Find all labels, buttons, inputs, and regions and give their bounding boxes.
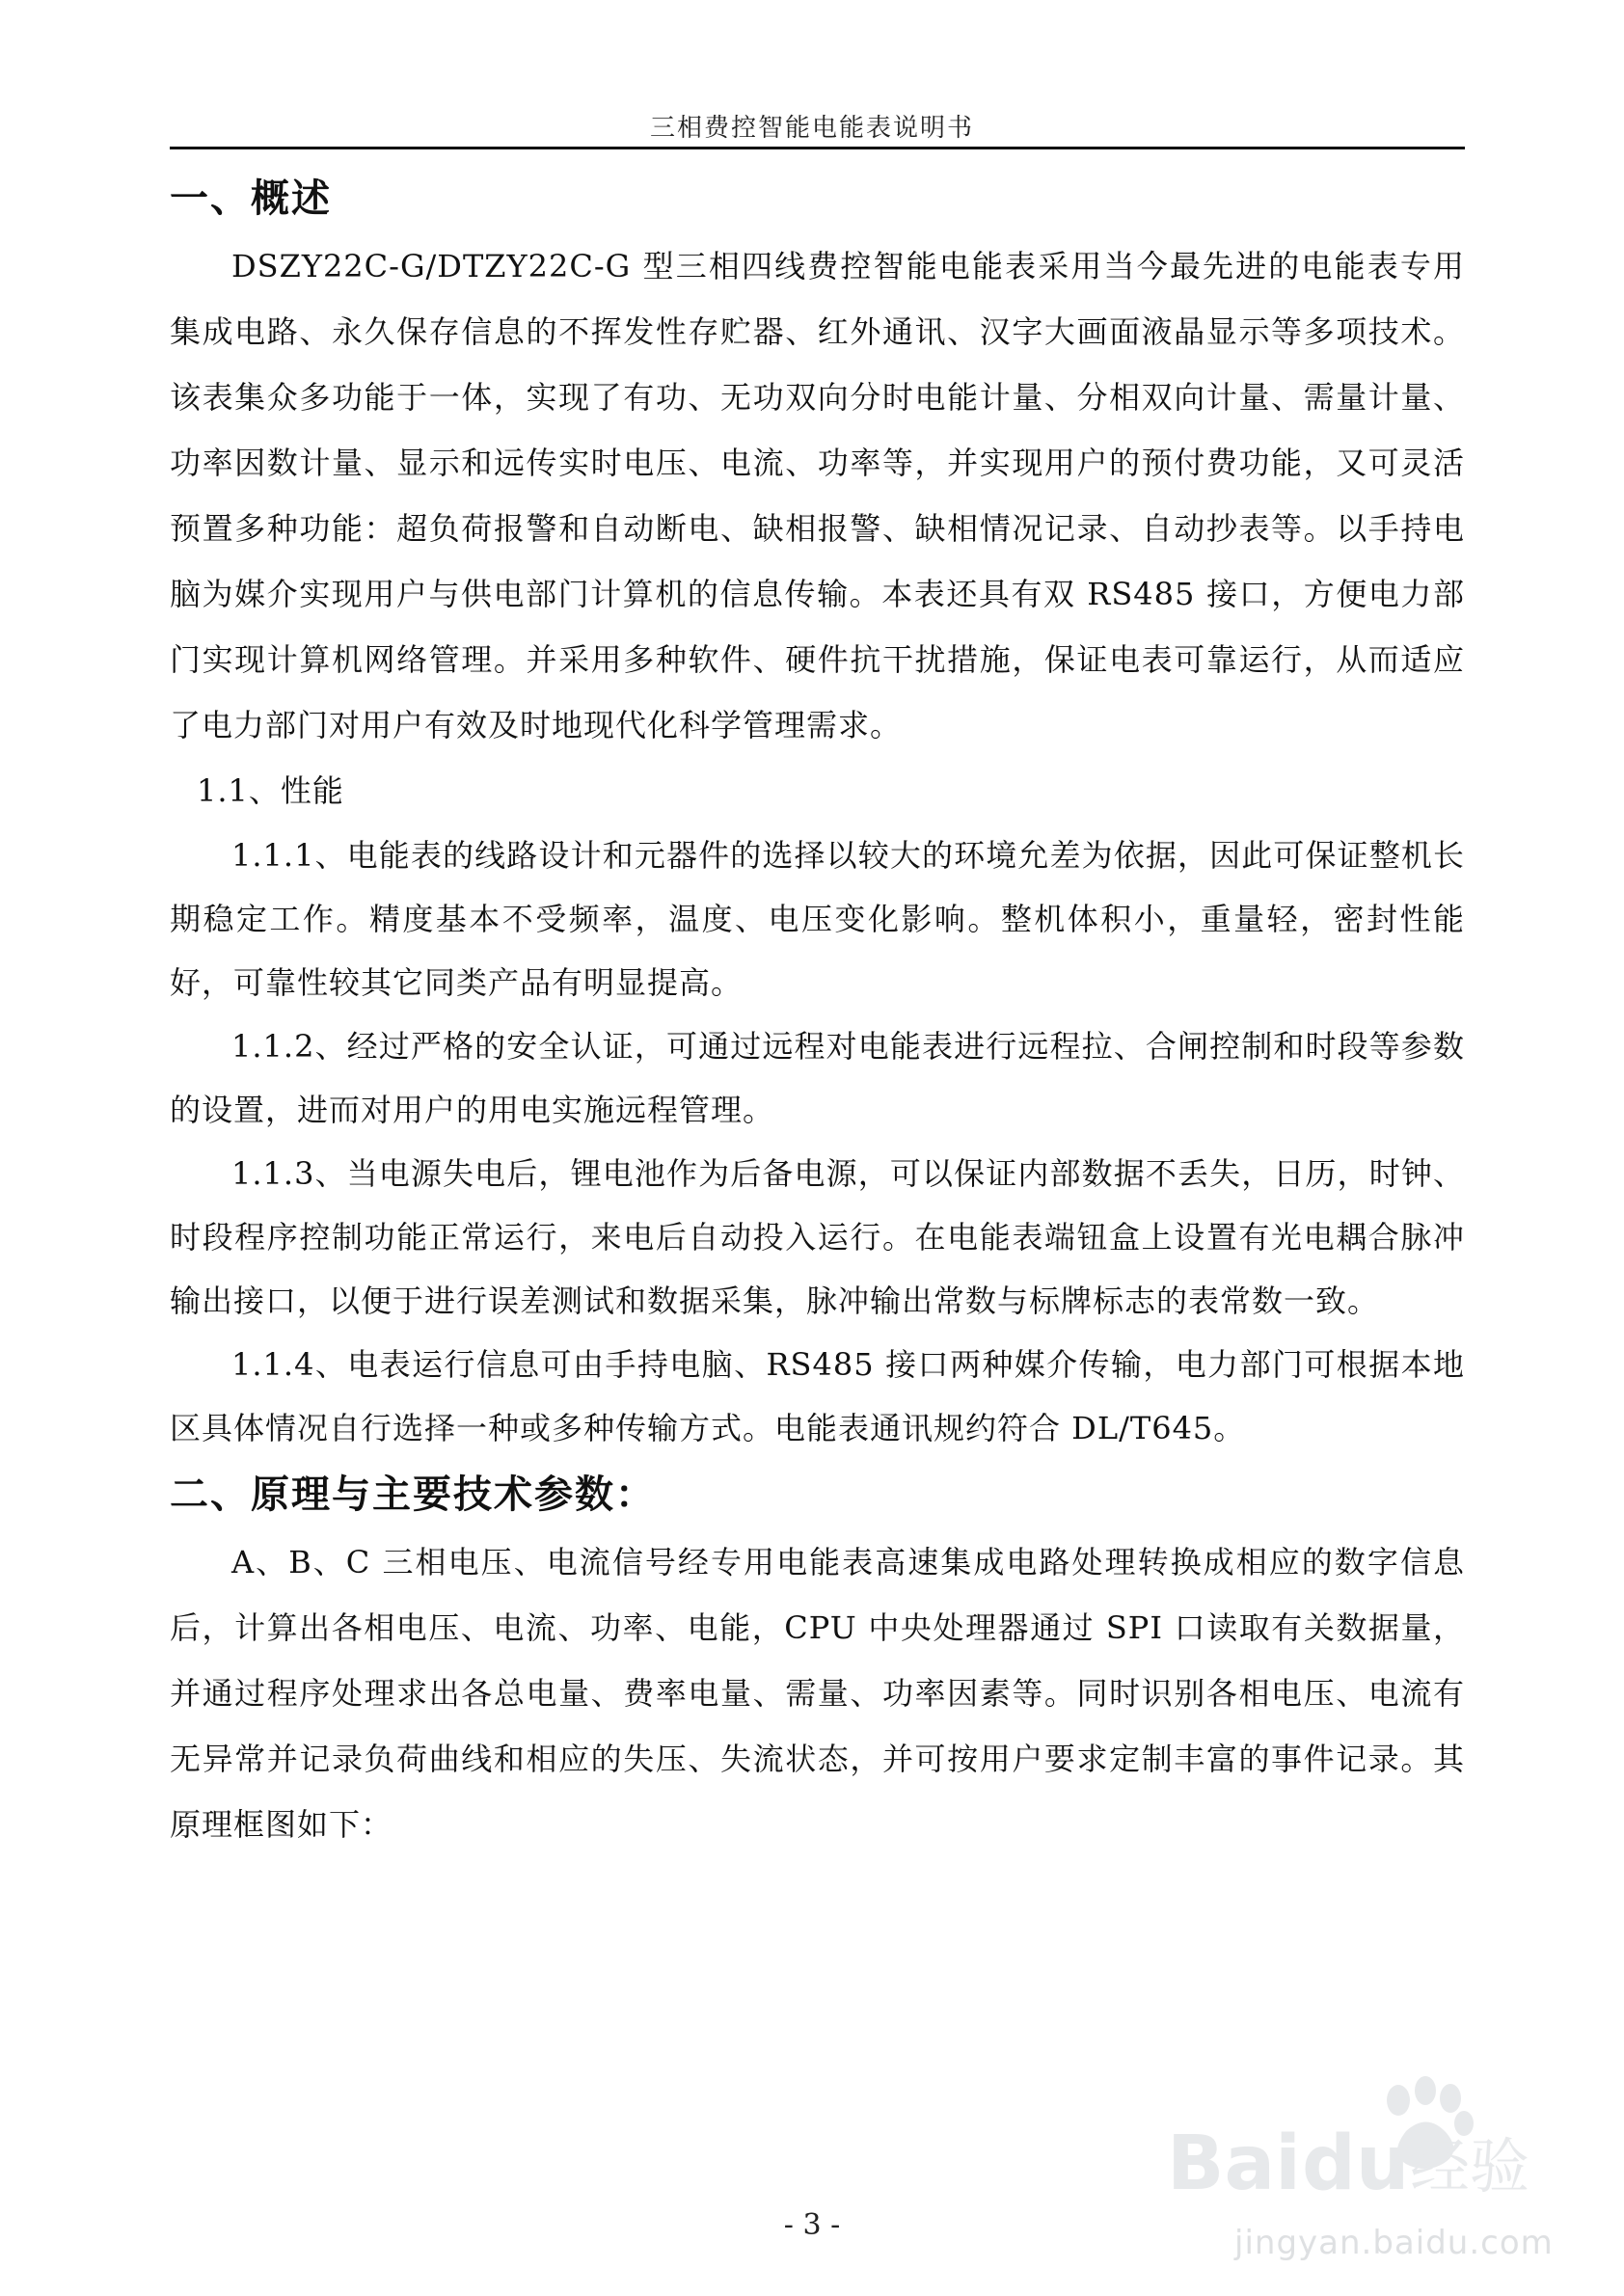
performance-item-3: 1.1.3、当电源失电后，锂电池作为后备电源，可以保证内部数据不丢失，日历，时钟、时段程序控制功能正常运行，来电后自动投入运行。在电能表端钮盒上设置有光电耦合脉冲输出接口，以便于进行误差测试和数据采集，脉冲输出常数与标牌标志的表常数一致。 <box>170 1155 1465 1319</box>
page-content <box>170 164 1465 1857</box>
section1-heading: 一、概述 <box>170 176 332 221</box>
svg-text:Bai: Bai <box>1167 2120 1301 2207</box>
subsection-heading-performance: 1.1、性能 <box>197 772 344 809</box>
performance-item-4: 1.1.4、电表运行信息可由手持电脑、RS485 接口两种媒介传输，电力部门可根据本地区具体情况自行选择一种或多种传输方式。电能表通讯规约符合 DL/T645。 <box>170 1346 1465 1446</box>
svg-text:经验: 经验 <box>1410 2131 1530 2201</box>
watermark-url: jingyan.baidu.com <box>1234 2224 1554 2262</box>
baidu-paw-logo-icon <box>1157 2073 1562 2218</box>
running-header-title: 三相费控智能电能表说明书 <box>649 114 974 143</box>
page-number: - 3 - <box>783 2208 841 2242</box>
svg-text:du: du <box>1302 2120 1410 2207</box>
section2-heading: 二、原理与主要技术参数： <box>170 1472 656 1517</box>
performance-item-1: 1.1.1、电能表的线路设计和元器件的选择以较大的环境允差为依据，因此可保证整机长期稳定工作。精度基本不受频率，温度、电压变化影响。整机体积小，重量轻，密封性能好，可靠性较其它同类产品有明显提高。 <box>170 837 1465 1001</box>
section2-body: A、B、C 三相电压、电流信号经专用电能表高速集成电路处理转换成相应的数字信息后，计算出各相电压、电流、功率、电能，CPU 中央处理器通过 SPI 口读取有关数据量，并通过程序处理求出各总电量、费率电量、需量、功率因素等。同时识别各相电压、电流有无异常并记录负荷曲线和相应的失压、失流状态，并可按用户要求定制丰富的事件记录。其原理框图如下： <box>170 1544 1465 1843</box>
baidu-jingyan-watermark <box>1157 2073 1562 2285</box>
section1-intro: DSZY22C-G/DTZY22C-G 型三相四线费控智能电能表采用当今最先进的电能表专用集成电路、永久保存信息的不挥发性存贮器、红外通讯、汉字大画面液晶显示等多项技术。该表集众多功能于一体，实现了有功、无功双向分时电能计量、分相双向计量、需量计量、功率因数计量、显示和远传实时电压、电流、功率等，并实现用户的预付费功能，又可灵活预置多种功能：超负荷报警和自动断电、缺相报警、缺相情况记录、自动抄表等。以手持电脑为媒介实现用户与供电部门计算机的信息传输。本表还具有双 RS485 接口，方便电力部门实现计算机网络管理。并采用多种软件、硬件抗干扰措施，保证电表可靠运行，从而适应了电力部门对用户有效及时地现代化科学管理需求。 <box>170 248 1465 743</box>
performance-item-2: 1.1.2、经过严格的安全认证，可通过远程对电能表进行远程拉、合闸控制和时段等参数的设置，进而对用户的用电实施远程管理。 <box>170 1028 1465 1128</box>
header-rule <box>170 147 1465 149</box>
